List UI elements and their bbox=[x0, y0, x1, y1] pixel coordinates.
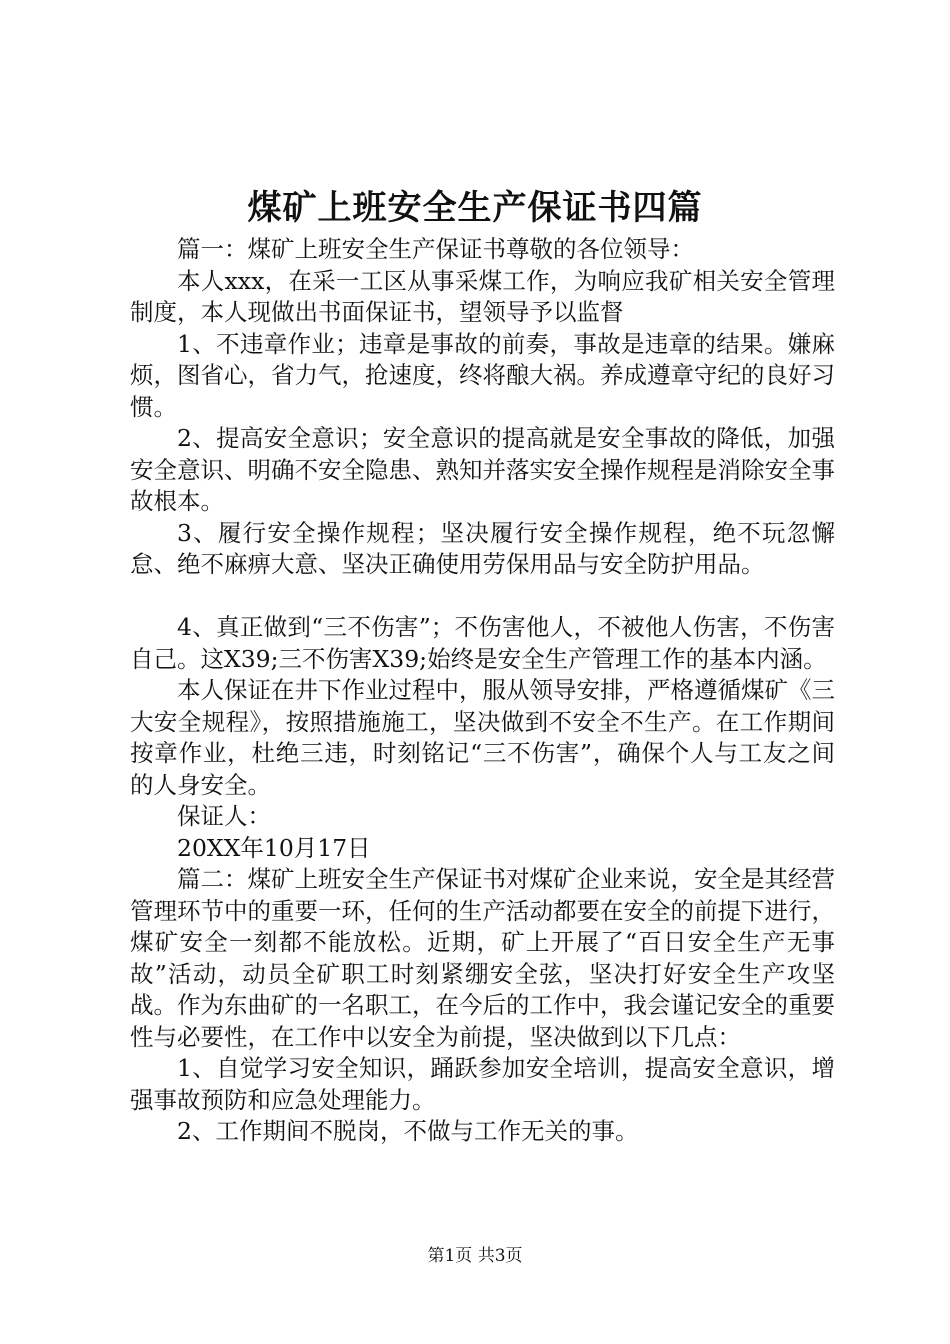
paragraph-intro-2: 篇二：煤矿上班安全生产保证书对煤矿企业来说，安全是其经营管理环节中的重要一环，任何的生产活动都要在安全的前提下进行，煤矿安全一刻都不能放松。近期，矿上开展了“百日安全生产无事故”活动，动员全矿职工时刻紧绷安全弦，坚决打好安全生产攻坚战。作为东曲矿的一名职工，在今后的工作中，我会谨记安全的重要性与必要性，在工作中以安全为前提，坚决做到以下几点： bbox=[130, 865, 835, 1051]
paragraph-intro-1: 篇一：煤矿上班安全生产保证书尊敬的各位领导： bbox=[177, 235, 694, 263]
paragraph-pledge-statement: 本人保证在井下作业过程中，服从领导安排，严格遵循煤矿《三大安全规程》，按照措施施工，坚决做到不安全不生产。在工作期间按章作业，杜绝三违，时刻铭记“三不伤害”，确保个人与工友之间的人身安全。 bbox=[130, 676, 835, 799]
paragraph-date: 20XX年10月17日 bbox=[177, 833, 371, 862]
paragraph-item-2: 2、提高安全意识；安全意识的提高就是安全事故的降低，加强安全意识、明确不安全隐患、熟知并落实安全操作规程是消除安全事故根本。 bbox=[130, 424, 835, 515]
paragraph-item-1: 1、不违章作业；违章是事故的前奏，事故是违章的结果。嫌麻烦，图省心，省力气，抢速度，终将酿大祸。养成遵章守纪的良好习惯。 bbox=[130, 329, 835, 421]
paragraph-item-2-1: 1、自觉学习安全知识，踊跃参加安全培训，提高安全意识，增强事故预防和应急处理能力。 bbox=[130, 1054, 835, 1114]
paragraph-guarantor: 保证人： bbox=[177, 802, 271, 830]
paragraph-item-2-2: 2、工作期间不脱岗，不做与工作无关的事。 bbox=[177, 1117, 639, 1145]
paragraph-item-3: 3、履行安全操作规程；坚决履行安全操作规程，绝不玩忽懈怠、绝不麻痹大意、坚决正确使用劳保用品与安全防护用品。 bbox=[130, 518, 835, 578]
paragraph-item-4: 4、真正做到“三不伤害”；不伤害他人，不被他人伤害，不伤害自己。这X39;三不伤害X39;始终是安全生产管理工作的基本内涵。 bbox=[130, 613, 835, 673]
paragraph-pledge-intro: 本人xxx，在采一工区从事采煤工作，为响应我矿相关安全管理制度，本人现做出书面保证书，望领导予以监督 bbox=[130, 266, 835, 326]
page-footer: 第1页 共3页 bbox=[427, 1246, 523, 1266]
document-body bbox=[130, 234, 835, 1148]
document-title: 煤矿上班安全生产保证书四篇 bbox=[247, 188, 703, 228]
